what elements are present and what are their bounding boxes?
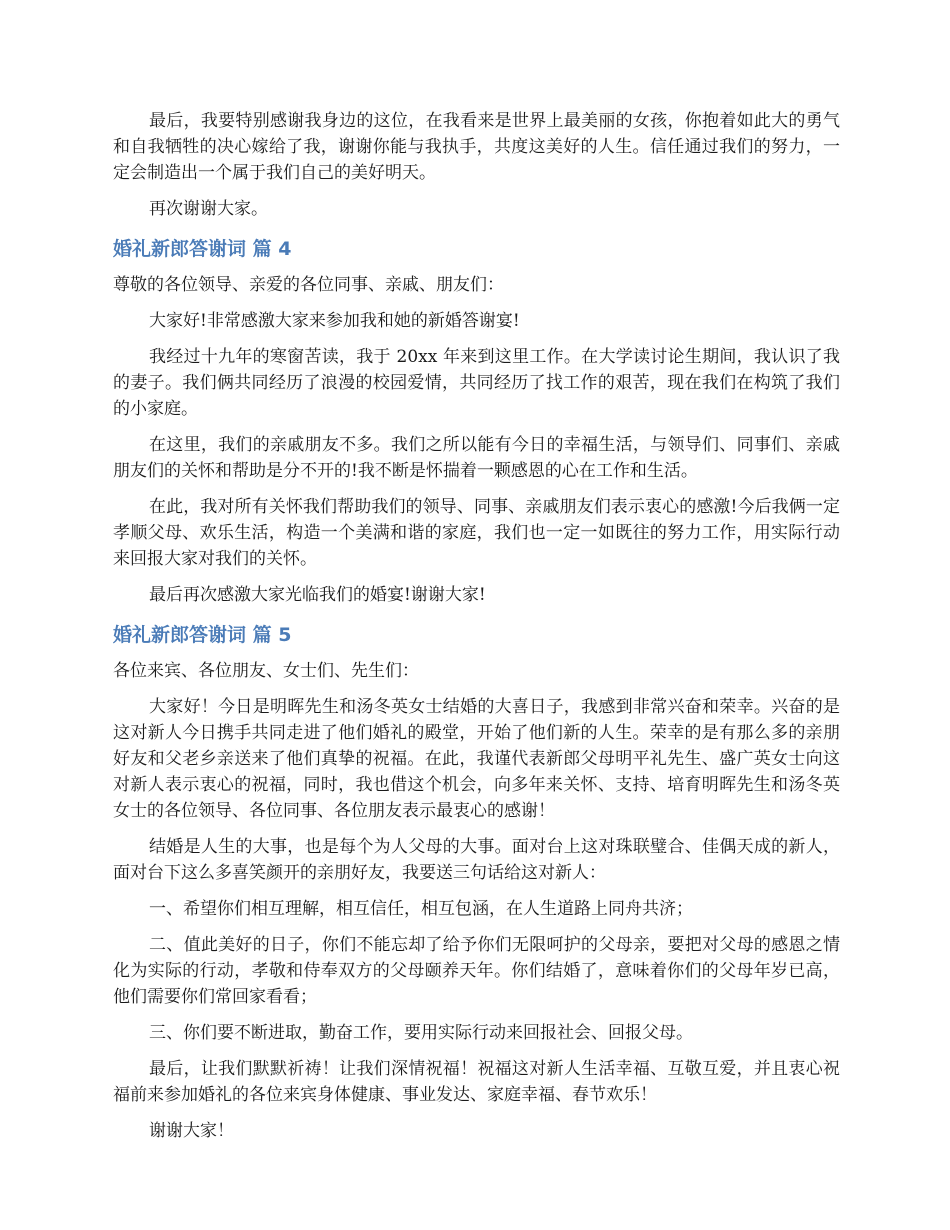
paragraph: 我经过十九年的寒窗苦读，我于 20xx 年来到这里工作。在大学读讨论生期间，我认识了我的妻子。我们俩共同经历了浪漫的校园爱情，共同经历了找工作的艰苦，现在我们在构筑了我们的小家庭。 [113,347,840,419]
paragraph: 一、希望你们相互理解，相互信任，相互包涵，在人生道路上同舟共济； [149,899,693,919]
paragraph: 大家好!非常感激大家来参加我和她的新婚答谢宴! [149,311,520,331]
paragraph: 三、你们要不断进取，勤奋工作，要用实际行动来回报社会、回报父母。 [149,1023,693,1043]
paragraph: 再次谢谢大家。 [149,199,268,219]
salutation: 各位来宾、各位朋友、女士们、先生们： [113,661,419,681]
paragraph: 谢谢大家！ [149,1121,234,1141]
paragraph: 在这里，我们的亲戚朋友不多。我们之所以能有今日的幸福生活，与领导们、同事们、亲戚朋友们的关怀和帮助是分不开的!我不断是怀揣着一颗感恩的心在工作和生活。 [113,435,840,481]
paragraph: 二、值此美好的日子，你们不能忘却了给予你们无限呵护的父母亲，要把对父母的感恩之情化为实际的行动，孝敬和侍奉双方的父母颐养天年。你们结婚了，意味着你们的父母年岁已高，他们需要你们常回家看看； [113,935,840,1007]
paragraph: 在此，我对所有关怀我们帮助我们的领导、同事、亲戚朋友们表示衷心的感激!今后我俩一定孝顺父母、欢乐生活，构造一个美满和谐的家庭，我们也一定一如既往的努力工作，用实际行动来回报大家对我们的关怀。 [113,497,840,569]
document-page [113,108,840,1154]
paragraph: 结婚是人生的大事，也是每个为人父母的大事。面对台上这对珠联璧合、佳偶天成的新人，面对台下这么多喜笑颜开的亲朋好友，我要送三句话给这对新人： [113,837,840,883]
salutation: 尊敬的各位领导、亲爱的各位同事、亲戚、朋友们： [113,275,504,295]
section-heading-4: 婚礼新郎答谢词 篇 4 [113,238,292,260]
paragraph: 最后再次感激大家光临我们的婚宴!谢谢大家! [149,585,486,605]
paragraph: 大家好！今日是明晖先生和汤冬英女士结婚的大喜日子，我感到非常兴奋和荣幸。兴奋的是这对新人今日携手共同走进了他们婚礼的殿堂，开始了他们新的人生。荣幸的是有那么多的亲朋好友和父老乡亲送来了他们真挚的祝福。在此，我谨代表新郎父母明平礼先生、盛广英女士向这对新人表示衷心的祝福，同时，我也借这个机会，向多年来关怀、支持、培育明晖先生和汤冬英女士的各位领导、各位同事、各位朋友表示最衷心的感谢！ [113,697,840,821]
paragraph: 最后，让我们默默祈祷！让我们深情祝福！祝福这对新人生活幸福、互敬互爱，并且衷心祝福前来参加婚礼的各位来宾身体健康、事业发达、家庭幸福、春节欢乐！ [113,1059,840,1105]
section-heading-5: 婚礼新郎答谢词 篇 5 [113,624,292,646]
paragraph: 最后，我要特别感谢我身边的这位，在我看来是世界上最美丽的女孩，你抱着如此大的勇气和自我牺牲的决心嫁给了我，谢谢你能与我执手，共度这美好的人生。信任通过我们的努力，一定会制造出一个属于我们自己的美好明天。 [113,111,840,183]
